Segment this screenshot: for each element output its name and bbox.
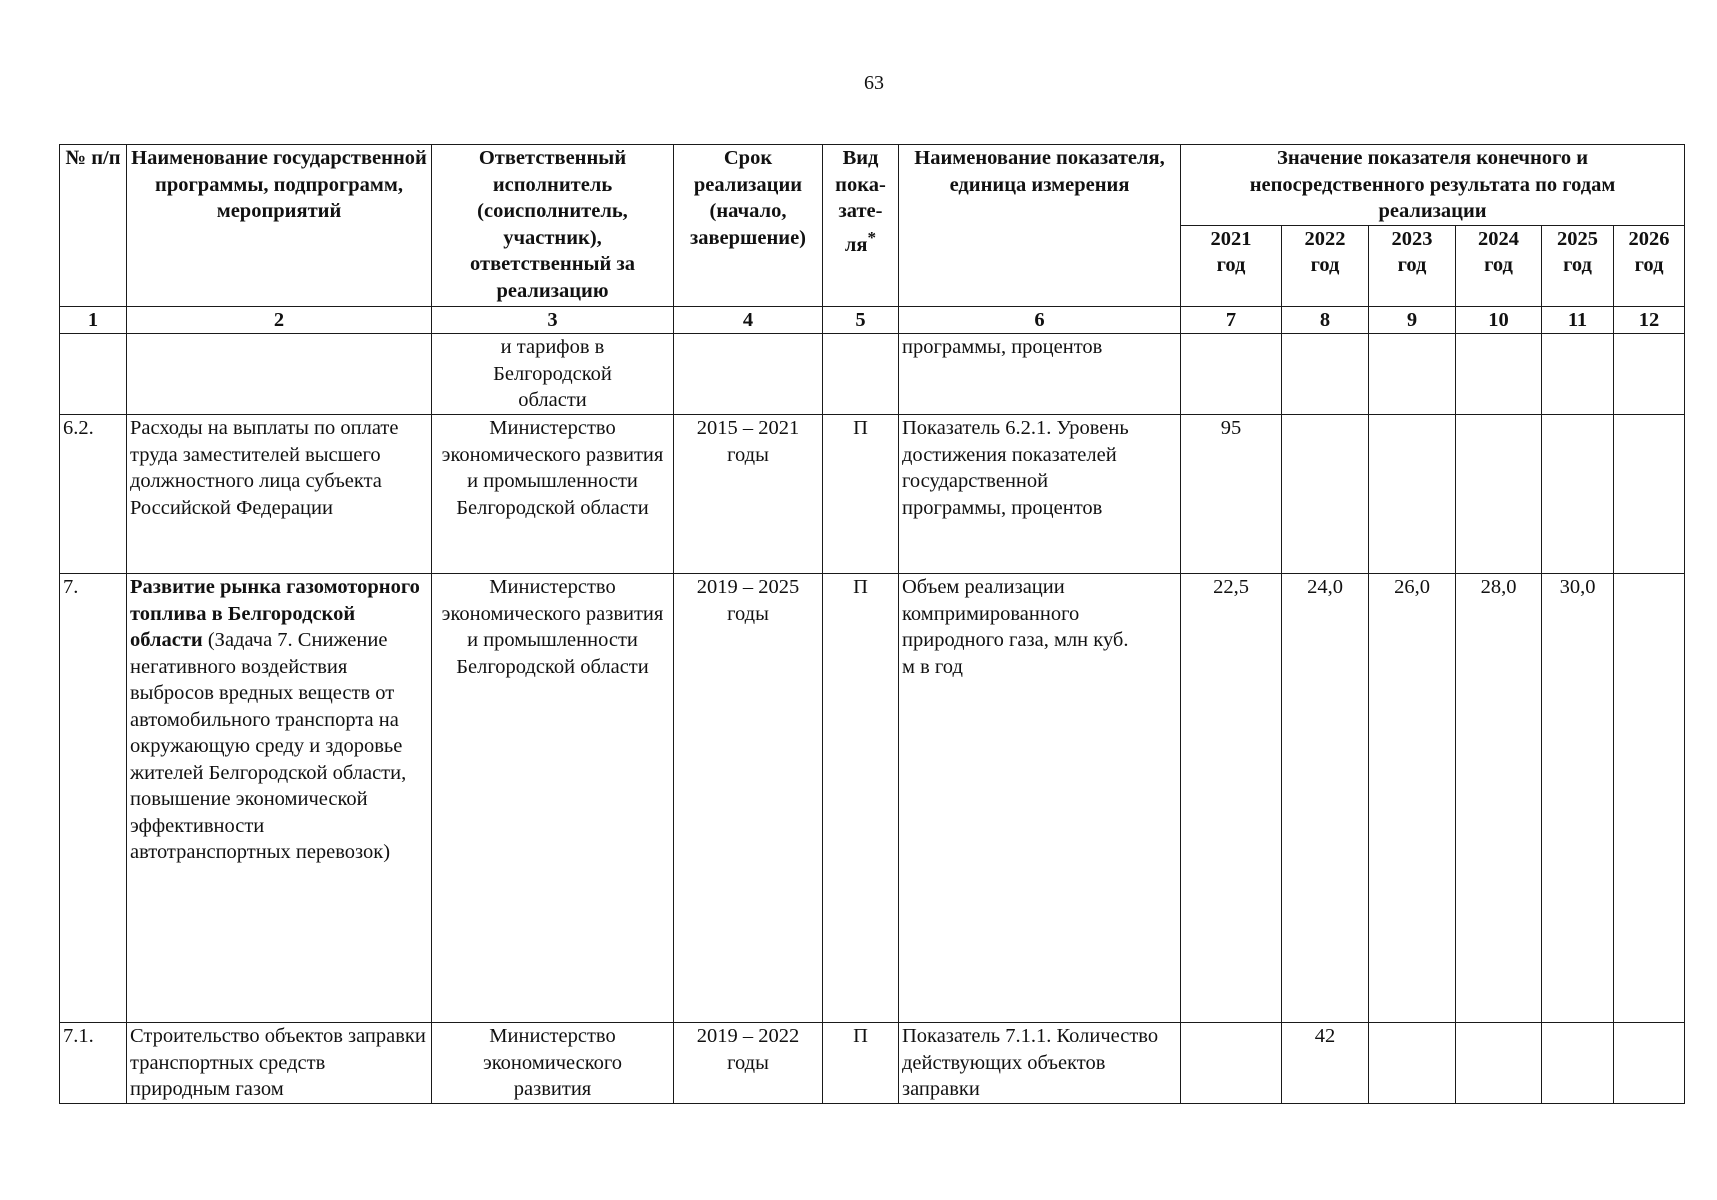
row-term	[674, 334, 823, 415]
table-row	[60, 574, 1685, 1023]
header-type-line2: пока-	[835, 173, 886, 196]
row-num: 6.2.	[60, 415, 127, 574]
indicators-table	[59, 144, 1685, 1104]
row-value-2023	[1369, 334, 1456, 415]
row-value-2024	[1456, 1023, 1542, 1104]
column-number: 6	[899, 307, 1181, 334]
header-year-2026: 2026 год	[1614, 225, 1685, 307]
row-value-2024: 28,0	[1456, 574, 1542, 1023]
header-program-name: Наименование государственной программы, подпрограмм, мероприятий	[127, 145, 432, 307]
row-value-2025	[1542, 1023, 1614, 1104]
header-type-line3: зате-	[838, 200, 883, 222]
header-type-line4: ля	[844, 233, 868, 256]
header-num: № п/п	[60, 145, 127, 307]
row-value-2026	[1614, 415, 1685, 574]
row-term: 2019 – 2022 годы	[674, 1023, 823, 1104]
row-value-2021: 95	[1181, 415, 1282, 574]
column-number: 1	[60, 307, 127, 334]
header-row	[60, 145, 1685, 226]
column-number: 5	[823, 307, 899, 334]
column-number: 12	[1614, 307, 1685, 334]
column-number: 8	[1282, 307, 1369, 334]
row-value-2021: 22,5	[1181, 574, 1282, 1023]
row-executor: Министерство экономического развития и промышленности Белгородской области	[432, 574, 674, 1023]
row-num: 7.1.	[60, 1023, 127, 1104]
header-values: Значение показателя конечного и непосредственного результата по годам реализации	[1181, 145, 1685, 226]
row-indicator: Объем реализации компримированного природного газа, млн куб. м в год	[899, 574, 1181, 1023]
row-value-2025	[1542, 415, 1614, 574]
row-name	[127, 574, 432, 1023]
column-number: 11	[1542, 307, 1614, 334]
row-type: П	[823, 574, 899, 1023]
row-term: 2015 – 2021 годы	[674, 415, 823, 574]
header-year-2022: 2022 год	[1282, 225, 1369, 307]
row-value-2021	[1181, 334, 1282, 415]
table-row	[60, 334, 1685, 415]
header-year-2024: 2024 год	[1456, 225, 1542, 307]
row-executor: Министерство экономического развития	[432, 1023, 674, 1104]
row-value-2023	[1369, 1023, 1456, 1104]
footnote-mark: *	[867, 227, 877, 247]
row-value-2024	[1456, 415, 1542, 574]
header-term: Срок реализации (начало, завершение)	[674, 145, 823, 307]
row-executor: и тарифов в Белгородской области	[432, 334, 674, 415]
row-type: П	[823, 1023, 899, 1104]
column-number: 2	[127, 307, 432, 334]
row-name: Расходы на выплаты по оплате труда заместителей высшего должностного лица субъекта Российской Федерации	[127, 415, 432, 574]
column-number: 9	[1369, 307, 1456, 334]
row-executor: Министерство экономического развития и промышленности Белгородской области	[432, 415, 674, 574]
row-value-2026	[1614, 334, 1685, 415]
row-value-2026	[1614, 574, 1685, 1023]
row-indicator: Показатель 6.2.1. Уровень достижения показателей государственной программы, процентов	[899, 415, 1181, 574]
row-value-2026	[1614, 1023, 1685, 1104]
row-value-2024	[1456, 334, 1542, 415]
row-value-2023	[1369, 415, 1456, 574]
column-numbers-row	[60, 307, 1685, 334]
header-executor: Ответственный исполнитель (соисполнитель, участник), ответственный за реализацию	[432, 145, 674, 307]
table-row	[60, 415, 1685, 574]
row-type	[823, 334, 899, 415]
row-name-bold: Развитие рынка газомоторного топлива в Белгородской области	[130, 576, 420, 651]
row-name-rest: (Задача 7. Снижение негативного воздействия выбросов вредных веществ от автомобильного транспорта на окружающую среду и здоровье жителей Белгородской области, повышение экономической эффективности автотранспортных перевозок)	[130, 629, 407, 863]
page-number: 63	[864, 72, 884, 94]
header-year-2023: 2023 год	[1369, 225, 1456, 307]
row-value-2022	[1282, 415, 1369, 574]
row-value-2025	[1542, 334, 1614, 415]
row-term: 2019 – 2025 годы	[674, 574, 823, 1023]
row-indicator: программы, процентов	[899, 334, 1181, 415]
row-value-2022	[1282, 334, 1369, 415]
row-value-2023: 26,0	[1369, 574, 1456, 1023]
header-indicator-name: Наименование показателя, единица измерения	[899, 145, 1181, 307]
row-value-2022: 42	[1282, 1023, 1369, 1104]
row-value-2021	[1181, 1023, 1282, 1104]
header-indicator-type	[823, 145, 899, 307]
row-value-2025: 30,0	[1542, 574, 1614, 1023]
row-num	[60, 334, 127, 415]
row-name	[127, 334, 432, 415]
header-type-line1: Вид	[842, 147, 879, 169]
header-year-2021: 2021 год	[1181, 225, 1282, 307]
table-row	[60, 1023, 1685, 1104]
row-name: Строительство объектов заправки транспортных средств природным газом	[127, 1023, 432, 1104]
column-number: 7	[1181, 307, 1282, 334]
row-num: 7.	[60, 574, 127, 1023]
column-number: 4	[674, 307, 823, 334]
row-type: П	[823, 415, 899, 574]
row-value-2022: 24,0	[1282, 574, 1369, 1023]
column-number: 10	[1456, 307, 1542, 334]
row-indicator: Показатель 7.1.1. Количество действующих объектов заправки	[899, 1023, 1181, 1104]
header-year-2025: 2025 год	[1542, 225, 1614, 307]
column-number: 3	[432, 307, 674, 334]
